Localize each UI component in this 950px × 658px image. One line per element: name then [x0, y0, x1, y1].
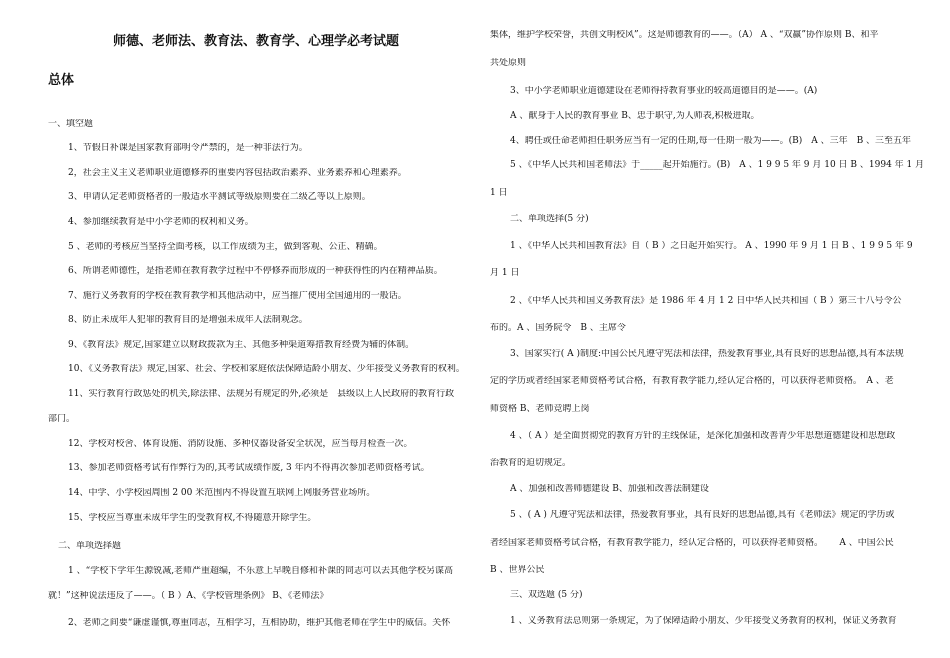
right-line: A 、加强和改善师德建设 B、加强和改善法制建设 — [510, 484, 709, 494]
left-line: 7、施行义务教育的学校在教育教学和其他活动中，应当推广使用全国通用的一般话。 — [68, 291, 407, 301]
left-line: 部门。 — [48, 414, 76, 424]
left-line: 2，社会主义主义老师职业道德修养的重要内容包括政治素养、业务素养和心理素养。 — [68, 168, 407, 178]
left-line: 二、单项选择题 — [58, 541, 122, 551]
right-line: 4 、（ A ）是全面贯彻党的教育方针的主线保证，是深化加强和改善青少年思想道德建设和思想政 — [510, 431, 896, 441]
left-line: 15、学校应当尊重未成年学生的受教育权,不得随意开除学生。 — [68, 513, 317, 523]
left-line: 13、参加老师资格考试有作弊行为的,其考试成绩作废, 3 年内不得再次参加老师资格考试。 — [68, 463, 430, 473]
left-line: 8、防止未成年人犯罪的教育目的是增强未成年人法制观念。 — [68, 315, 308, 325]
right-line: 4、聘任或任命老师担任职务应当有一定的任期,每一任期一般为——。(B) A 、三年 B 、三至五年 — [510, 136, 912, 146]
left-line: 就！”这种说法违反了——。（ B ）A、《学校管理条例》 B、《老师法》 — [48, 591, 329, 601]
right-line: B 、世界公民 — [490, 565, 545, 575]
right-line: 集体，维护学校荣誉，共创文明校风”。这是师德教育的——。（A） A 、“双赢”协作原则 B、和平 — [490, 30, 879, 40]
left-line: 11、实行教育行政惩处的机关,除法律、法规另有规定的外,必须是 县级以上人民政府的教育行政 — [68, 389, 455, 399]
section-heading: 总体 — [48, 73, 75, 88]
right-line: 治教育的迫切规定。 — [490, 458, 572, 468]
right-line: 3、国家实行( A )制度:中国公民凡遵守宪法和法律，热爱教育事业,具有良好的思想品德,具有本法规 — [510, 349, 904, 359]
right-line: 者经国家老师资格考试合格，有教育教学能力，经认定合格的，可以获得老师资格。 A 、中国公民 — [490, 538, 894, 548]
right-line: 2 、《中华人民共和国义务教育法》是 1986 年 4 月 1 2 日中华人民共和国（ B ）第三十八号令公 — [510, 296, 902, 306]
right-line: 5 、《中华人民共和国老师法》于_____起开始施行。(B) A 、1 9 9 5 年 9 月 10 日 B 、1994 年 1 月 — [510, 160, 924, 170]
right-line: A 、献身于人民的教育事业 B、忠于职守,为人师表,积极进取。 — [510, 111, 760, 121]
right-line: 二、单项选择(5 分) — [510, 214, 589, 224]
right-line: 5 、( A ) 凡遵守宪法和法律，热爱教育事业，具有良好的思想品德,具有《老师法》规定的学历或 — [510, 510, 895, 520]
right-line: 师资格 B、老师竞聘上岗 — [490, 404, 590, 414]
left-line: 4、参加继续教育是中小学老师的权利和义务。 — [68, 217, 254, 227]
right-line: 1 日 — [490, 188, 508, 198]
left-line: 一、填空题 — [48, 119, 94, 129]
left-line: 10、《义务教育法》规定,国家、社会、学校和家庭依法保障适龄小朋友、少年接受义务教育的权利。 — [68, 364, 465, 374]
right-line: 布的。A 、国务院令 B 、主席令 — [490, 323, 626, 333]
right-line: 月 1 日 — [490, 268, 520, 278]
right-line: 共处原则 — [490, 58, 527, 68]
left-line: 14、中学、小学校园周围 2 00 米范围内不得设置互联网上网服务营业场所。 — [68, 488, 376, 498]
left-line: 9、《教育法》规定,国家建立以财政拨款为主、其他多种渠道筹措教育经费为辅的体制。 — [68, 340, 415, 350]
left-line: 5 、老师的考核应当坚持全面考核，以工作成绩为主，做到客观、公正、精确。 — [68, 242, 383, 252]
right-line: 定的学历或者经国家老师资格考试合格，有教育教学能力,经认定合格的，可以获得老师资格。 A 、老 — [490, 376, 894, 386]
right-line: 三、双选题 (5 分) — [510, 590, 583, 600]
left-line: 12、学校对校舍、体育设施、消防设施、多种仪器设备安全状况，应当每月检查一次。 — [68, 439, 413, 449]
left-line: 6、所谓老师德性，是指老师在教育教学过程中不停修养而形成的一种获得性的内在精神品质。 — [68, 266, 443, 276]
left-line: 1 、“学校下学年生源锐减,老师严重超编，不乐意上早晚自修和补课的同志可以去其他学校另谋高 — [68, 566, 454, 576]
right-line: 1 、《中华人民共和国教育法》自（ B ）之日起开始实行。 A 、1990 年 9 月 1 日 B 、1 9 9 5 年 9 — [510, 241, 913, 251]
document-title: 师德、老师法、教育法、教育学、心理学必考试题 — [112, 34, 399, 49]
right-line: 3、中小学老师职业道德建设在老师得持教育事业的较高道德目的是——。(A) — [510, 86, 818, 96]
right-line: 1 、义务教育法总则第一条规定，为了保障适龄小朋友、少年接受义务教育的权利，保证义务教育 — [510, 616, 897, 626]
left-line: 1、节假日补课是国家教育部明令严禁的，是一种非法行为。 — [68, 143, 308, 153]
left-line: 3、申请认定老师资格者的一般适水平测试等级原则要在二级乙等以上原则。 — [68, 192, 371, 202]
left-line: 2、老师之间要“谦虚谨慎,尊重同志，互相学习，互相协助，维护其他老师在学生中的威信。关怀 — [68, 618, 451, 628]
